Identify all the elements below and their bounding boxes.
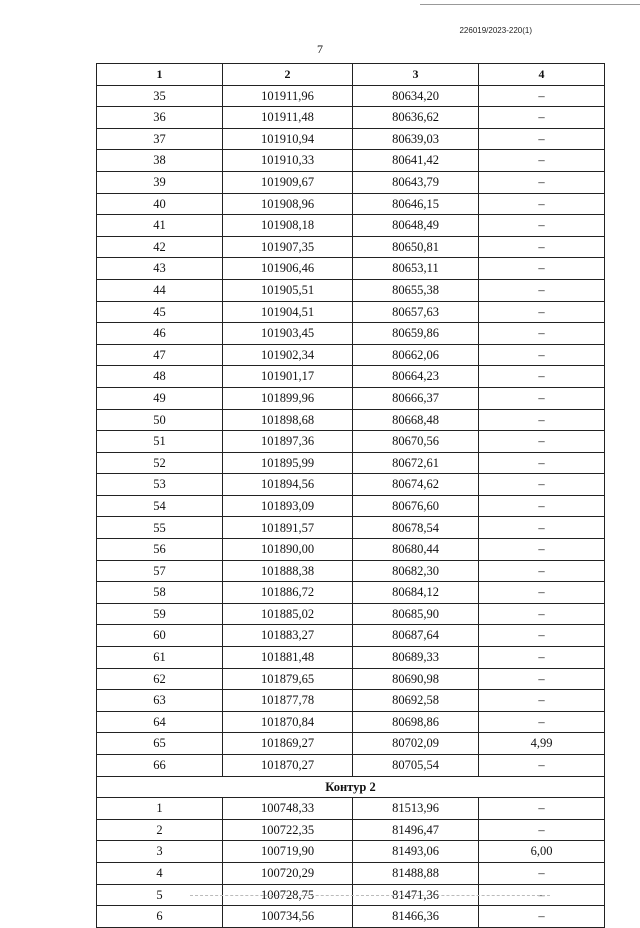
table-cell: 101895,99 [223, 452, 353, 474]
table-row [97, 582, 605, 604]
table-cell: 81496,47 [353, 819, 479, 841]
table-cell: – [479, 711, 605, 733]
table-cell: – [479, 107, 605, 129]
table-row [97, 668, 605, 690]
table-cell: – [479, 128, 605, 150]
table-cell: 101891,57 [223, 517, 353, 539]
table-cell: 101890,00 [223, 539, 353, 561]
table-cell: 101901,17 [223, 366, 353, 388]
table-cell: 80666,37 [353, 387, 479, 409]
table-row [97, 215, 605, 237]
table-cell: 60 [97, 625, 223, 647]
table-cell: 101885,02 [223, 603, 353, 625]
table-cell: 101911,48 [223, 107, 353, 129]
table-cell: 101894,56 [223, 474, 353, 496]
section-row [97, 776, 605, 798]
table-cell: 80643,79 [353, 171, 479, 193]
table-row [97, 819, 605, 841]
table-cell: – [479, 668, 605, 690]
table-cell: – [479, 884, 605, 906]
table-cell: 80657,63 [353, 301, 479, 323]
table-cell: 38 [97, 150, 223, 172]
table-cell: 101893,09 [223, 495, 353, 517]
table-cell: 49 [97, 387, 223, 409]
table-cell: 46 [97, 323, 223, 345]
table-row [97, 85, 605, 107]
table-row [97, 625, 605, 647]
table-cell: – [479, 647, 605, 669]
table-cell: 80702,09 [353, 733, 479, 755]
table-row [97, 193, 605, 215]
table-cell: 80648,49 [353, 215, 479, 237]
column-header: 4 [479, 64, 605, 86]
table-cell: 81466,36 [353, 906, 479, 928]
table-cell: – [479, 603, 605, 625]
table-cell: 45 [97, 301, 223, 323]
table-cell: 41 [97, 215, 223, 237]
table-cell: 80690,98 [353, 668, 479, 690]
table-cell: 1 [97, 798, 223, 820]
table-row [97, 452, 605, 474]
table-cell: – [479, 906, 605, 928]
table-cell: – [479, 409, 605, 431]
table-cell: 80682,30 [353, 560, 479, 582]
table-cell: 100748,33 [223, 798, 353, 820]
column-header: 1 [97, 64, 223, 86]
table-cell: 101909,67 [223, 171, 353, 193]
table-cell: 80639,03 [353, 128, 479, 150]
table-row [97, 862, 605, 884]
table-cell: 100719,90 [223, 841, 353, 863]
coordinates-table [96, 63, 605, 928]
table-cell: 52 [97, 452, 223, 474]
table-cell: 39 [97, 171, 223, 193]
table-cell: 4,99 [479, 733, 605, 755]
table-row [97, 279, 605, 301]
column-header: 2 [223, 64, 353, 86]
table-cell: – [479, 755, 605, 777]
table-cell: – [479, 85, 605, 107]
table-cell: 80678,54 [353, 517, 479, 539]
table-cell: – [479, 625, 605, 647]
table-row [97, 647, 605, 669]
table-cell: 101881,48 [223, 647, 353, 669]
table-cell: 101910,94 [223, 128, 353, 150]
table-cell: 81493,06 [353, 841, 479, 863]
table-cell: 5 [97, 884, 223, 906]
table-cell: – [479, 690, 605, 712]
table-cell: 101879,65 [223, 668, 353, 690]
table-cell: 80650,81 [353, 236, 479, 258]
table-cell: 51 [97, 431, 223, 453]
table-cell: 35 [97, 85, 223, 107]
table-cell: 80664,23 [353, 366, 479, 388]
table-cell: – [479, 344, 605, 366]
table-cell: – [479, 236, 605, 258]
table-body-contour-2 [97, 798, 605, 928]
table-cell: 6 [97, 906, 223, 928]
table-row [97, 366, 605, 388]
table-cell: 101870,27 [223, 755, 353, 777]
table-cell: 80674,62 [353, 474, 479, 496]
table-cell: 80655,38 [353, 279, 479, 301]
page-number: 7 [317, 42, 323, 56]
table-row [97, 409, 605, 431]
table-cell: 101910,33 [223, 150, 353, 172]
table-cell: – [479, 517, 605, 539]
table-cell: 57 [97, 560, 223, 582]
table-cell: 80676,60 [353, 495, 479, 517]
table-cell: – [479, 323, 605, 345]
table-cell: – [479, 258, 605, 280]
table-cell: 80672,61 [353, 452, 479, 474]
table-cell: 62 [97, 668, 223, 690]
table-cell: 101898,68 [223, 409, 353, 431]
table-row [97, 258, 605, 280]
table-cell: 2 [97, 819, 223, 841]
table-cell: 100720,29 [223, 862, 353, 884]
table-cell: 3 [97, 841, 223, 863]
table-cell: 101899,96 [223, 387, 353, 409]
table-cell: 101903,45 [223, 323, 353, 345]
table-cell: 80668,48 [353, 409, 479, 431]
table-header-row [97, 64, 605, 86]
table-cell: – [479, 862, 605, 884]
table-cell: 48 [97, 366, 223, 388]
table-cell: 81513,96 [353, 798, 479, 820]
table-cell: 36 [97, 107, 223, 129]
table-cell: 43 [97, 258, 223, 280]
section-title: Контур 2 [97, 776, 605, 798]
table-row [97, 690, 605, 712]
table-cell: 81471,36 [353, 884, 479, 906]
table-cell: 80698,86 [353, 711, 479, 733]
table-cell: – [479, 798, 605, 820]
table-cell: – [479, 171, 605, 193]
table-row [97, 344, 605, 366]
table-cell: 53 [97, 474, 223, 496]
table-cell: 101905,51 [223, 279, 353, 301]
column-header: 3 [353, 64, 479, 86]
table-row [97, 603, 605, 625]
table-cell: – [479, 279, 605, 301]
table-cell: 63 [97, 690, 223, 712]
table-cell: 101908,96 [223, 193, 353, 215]
table-cell: 61 [97, 647, 223, 669]
table-cell: 4 [97, 862, 223, 884]
table-cell: 54 [97, 495, 223, 517]
table-cell: 80692,58 [353, 690, 479, 712]
table-row [97, 755, 605, 777]
table-cell: 80670,56 [353, 431, 479, 453]
table-cell: 101907,35 [223, 236, 353, 258]
table-row [97, 798, 605, 820]
table-cell: 101870,84 [223, 711, 353, 733]
table-cell: 101869,27 [223, 733, 353, 755]
table-cell: 101888,38 [223, 560, 353, 582]
table-cell: 80684,12 [353, 582, 479, 604]
table-row [97, 387, 605, 409]
table-cell: 80680,44 [353, 539, 479, 561]
table-section [97, 776, 605, 798]
table-cell: 42 [97, 236, 223, 258]
table-cell: 101897,36 [223, 431, 353, 453]
table-row [97, 474, 605, 496]
table-cell: – [479, 474, 605, 496]
document-id: 226019/2023-220(1) [459, 26, 532, 35]
table-row [97, 323, 605, 345]
table-cell: – [479, 387, 605, 409]
table-cell: 58 [97, 582, 223, 604]
table-row [97, 236, 605, 258]
table-row [97, 539, 605, 561]
table-cell: 80659,86 [353, 323, 479, 345]
table-cell: – [479, 301, 605, 323]
table-cell: 100734,56 [223, 906, 353, 928]
table-row [97, 906, 605, 928]
table-cell: 100722,35 [223, 819, 353, 841]
top-rule [420, 4, 640, 5]
table-cell: 101904,51 [223, 301, 353, 323]
table-cell: 100728,75 [223, 884, 353, 906]
table-cell: – [479, 193, 605, 215]
table-cell: 6,00 [479, 841, 605, 863]
table-cell: 101911,96 [223, 85, 353, 107]
table-cell: 101886,72 [223, 582, 353, 604]
table-cell: – [479, 366, 605, 388]
table-cell: 80685,90 [353, 603, 479, 625]
table-cell: – [479, 452, 605, 474]
table-cell: – [479, 495, 605, 517]
table-row [97, 841, 605, 863]
table-row [97, 301, 605, 323]
table-cell: 80653,11 [353, 258, 479, 280]
table-cell: 80687,64 [353, 625, 479, 647]
table-cell: 101883,27 [223, 625, 353, 647]
table-cell: 101877,78 [223, 690, 353, 712]
table-row [97, 711, 605, 733]
table-cell: 101906,46 [223, 258, 353, 280]
table-cell: 59 [97, 603, 223, 625]
table-cell: – [479, 560, 605, 582]
table-cell: 101908,18 [223, 215, 353, 237]
table-cell: – [479, 431, 605, 453]
table-row [97, 431, 605, 453]
table-cell: 65 [97, 733, 223, 755]
table-cell: 66 [97, 755, 223, 777]
table-cell: 44 [97, 279, 223, 301]
table-cell: 47 [97, 344, 223, 366]
table-row [97, 128, 605, 150]
table-cell: 37 [97, 128, 223, 150]
table-cell: 80705,54 [353, 755, 479, 777]
table-cell: – [479, 215, 605, 237]
table-row [97, 517, 605, 539]
table-cell: 50 [97, 409, 223, 431]
table-cell: – [479, 819, 605, 841]
table-cell: – [479, 582, 605, 604]
table-cell: 40 [97, 193, 223, 215]
table-cell: 56 [97, 539, 223, 561]
table-row [97, 495, 605, 517]
table-row [97, 560, 605, 582]
table-cell: 80634,20 [353, 85, 479, 107]
table-cell: 81488,88 [353, 862, 479, 884]
table-cell: 80641,42 [353, 150, 479, 172]
table-cell: – [479, 539, 605, 561]
table-cell: 80646,15 [353, 193, 479, 215]
table-cell: 80636,62 [353, 107, 479, 129]
table-cell: 101902,34 [223, 344, 353, 366]
bottom-marks [190, 895, 550, 897]
table-row [97, 733, 605, 755]
table-cell: 55 [97, 517, 223, 539]
table-cell: 80662,06 [353, 344, 479, 366]
table-row [97, 171, 605, 193]
table-body-contour-1 [97, 85, 605, 776]
table-cell: 80689,33 [353, 647, 479, 669]
table-cell: – [479, 150, 605, 172]
table-row [97, 150, 605, 172]
table-row [97, 107, 605, 129]
table-cell: 64 [97, 711, 223, 733]
